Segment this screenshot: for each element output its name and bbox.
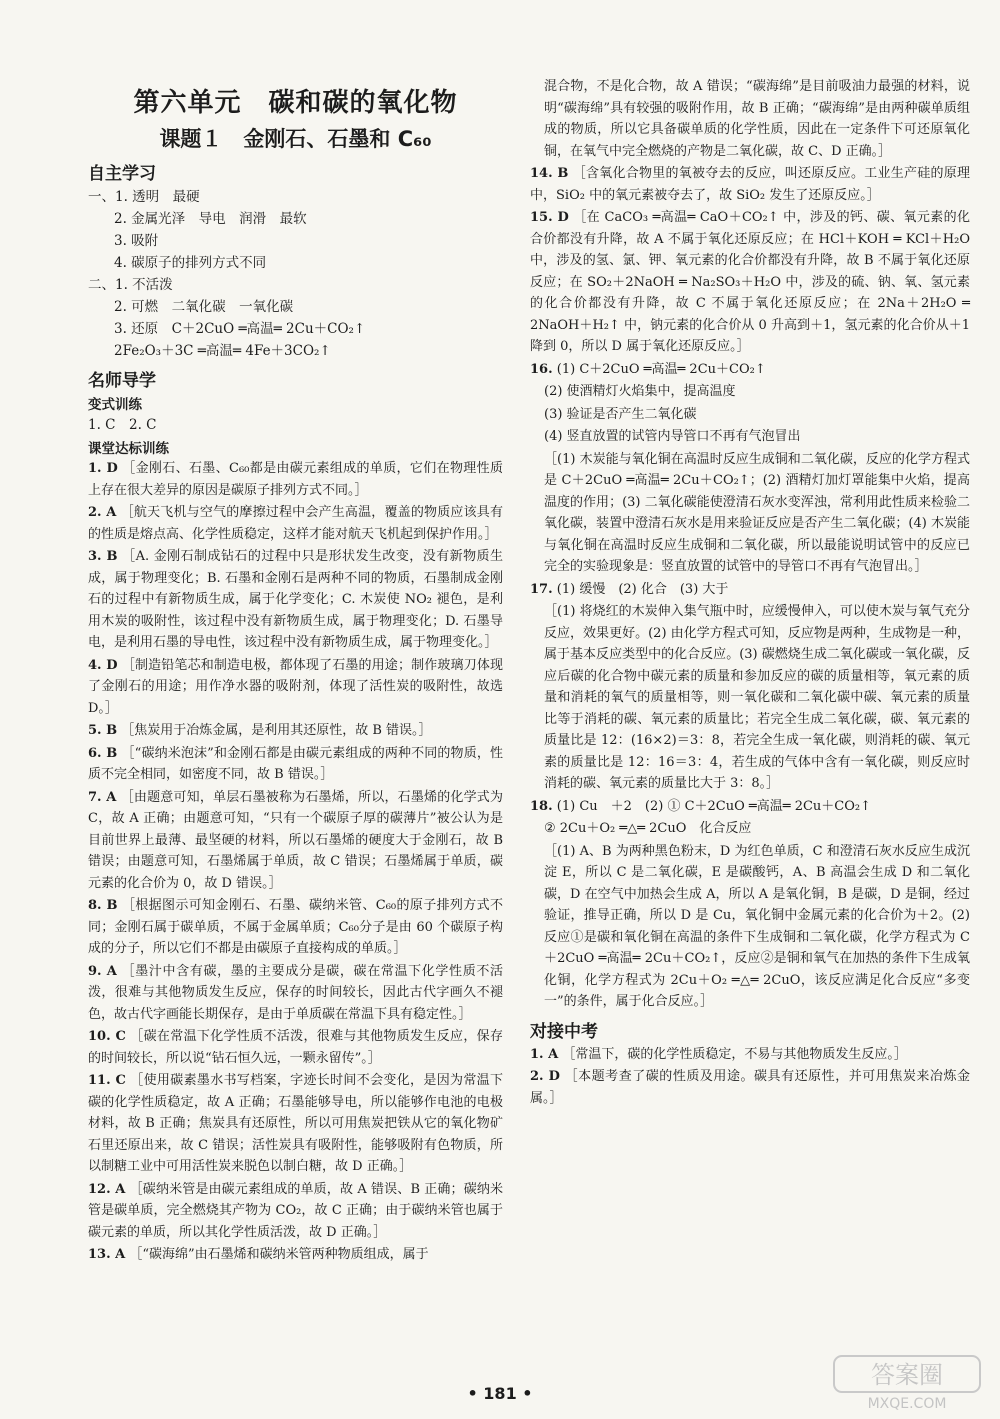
answer-item [530,163,970,206]
answer-number: 8. B [88,898,118,913]
answer-text: ② 2Cu＋O₂ ═△═ 2CuO 化合反应 [544,821,752,836]
answer-item [530,76,970,162]
section-zizhu-heading: 自主学习 [88,164,156,184]
answer-item [530,404,970,426]
answer-line: 4. 碳原子的排列方式不同 [114,255,267,271]
answer-text: ［墨汁中含有碳，墨的主要成分是碳，碳在常温下化学性质不活泼，很难与其他物质发生反应，保存的时间较长，因此古代字画久不褪色，故古代字画能长期保存，是由于单质碳在常温下具有稳定性。］ [88,963,503,1022]
answer-number: 9. A [88,963,117,979]
answer-line: 3. 吸附 [114,233,159,249]
answer-text: (3) 验证是否产生二氧化碳 [544,406,697,422]
answer-item [88,458,503,501]
answer-text: ［“碳纳米泡沫”和金刚石都是由碳元素组成的两种不同的物质，性质不完全相同，如密度不同，故 B 错误。］ [88,745,503,782]
answer-item [530,579,970,601]
answer-text: ［含氧化合物里的氧被夺去的反应，叫还原反应。工业生产硅的原理中，SiO₂ 中的氧元素被夺去了，故 SiO₂ 发生了还原反应。］ [530,166,970,203]
ketang-label: 课堂达标训练 [88,441,169,457]
answer-number: 18. [530,798,553,814]
answer-item [530,426,970,448]
watermark-url: MXQE.COM [867,1396,947,1412]
answer-item [88,895,503,960]
answer-text: ［A. 金刚石制成钻石的过程中只是形状发生改变，没有新物质生成，属于物理变化；B. 石墨和金刚石是两种不同的物质，石墨制成金刚石的过程中有新物质生成，属于化学变化；C. 木炭使 NO₂ 褪色，是利用木炭的吸附性，该过程中没有新物质生成，属于物理变化；D. 石墨导电，是利用石墨的导电性，该过程中没有新物质生成，属于物理变化。］ [88,549,503,650]
answer-number: 4. D [88,657,118,673]
right-column [530,76,970,1110]
answer-text: ［制造铅笔芯和制造电极，都体现了石墨的用途；制作玻璃刀体现了金刚石的用途；用作净水器的吸附剂，体现了活性炭的吸附性，故选 D。］ [88,657,503,716]
answer-line: 二、1. 不活泼 [88,277,173,293]
answer-number: 12. A [88,1181,126,1197]
answer-text: ［碳在常温下化学性质不活泼，很难与其他物质发生反应，保存的时间较长，所以说“钻石恒久远，一颗永留传”。］ [88,1029,503,1066]
section-duijie-heading: 对接中考 [530,1021,598,1042]
answer-number: 14. B [530,166,569,181]
answer-number: 3. B [88,549,118,564]
answer-text: ［“碳海绵”由石墨烯和碳纳米管两种物质组成，属于 [129,1247,429,1262]
ketang-answer-list [88,458,503,1266]
answer-item [530,207,970,358]
answer-text: ［金刚石、石墨、C₆₀都是由碳元素组成的单质，它们在物理性质上存在很大差异的原因是碳原子排列方式不同。］ [88,461,504,498]
answer-number: 1. A [530,1046,559,1062]
watermark-logo [832,1352,982,1412]
answer-text: (1) 缓慢 (2) 化合 (3) 大于 [556,581,729,597]
answer-text: (4) 竖直放置的试管内导管口不再有气泡冒出 [544,429,801,444]
answer-number: 7. A [88,789,117,805]
answer-item [530,381,970,403]
answer-text: (1) Cu ＋2 (2) ① C＋2CuO ═高温═ 2Cu＋CO₂↑ [556,798,871,814]
answer-text: ［(1) 将烧红的木炭伸入集气瓶中时，应缓慢伸入，可以使木炭与氧气充分反应，效果更好。(2) 由化学方程式可知，反应物是两种，生成物是一种，属于基本反应类型中的化合反应。(3) 碳燃烧生成二氧化碳或一氧化碳，反应后碳的化合物中碳元素的质量和参加反应的碳的质量相等，氧元素的质量和消耗的氧气的质量相等，则一氧化碳和二氧化碳中碳、氧元素的质量比等于消耗的碳、氧元素的质量比；若完全生成二氧化碳，碳、氧元素的质量比是 12：(16×2)＝3：8，若完全生成一氧化碳，则消耗的碳、氧元素的质量比是 12：16＝3：4，若生成的气体中含有一氧化碳，则反应时消耗的碳、氧元素的质量比大于 3：8。］ [544,604,970,791]
answer-item [88,961,503,1026]
answer-text: ［由题意可知，单层石墨被称为石墨烯，所以，石墨烯的化学式为 C，故 A 正确；由题意可知，“只有一个碳原子厚的碳薄片”被公认为是目前世界上最薄、最坚硬的材料，所以石墨烯的硬度大于金刚石，故 B 错误；由题意可知，石墨烯属于单质，故 C 错误；石墨烯属于单质，碳元素的化合价为 0，故 D 错误。］ [88,789,503,891]
answer-text: (2) 使酒精灯火焰集中，提高温度 [544,384,736,399]
answer-number: 6. B [88,745,118,761]
answer-item [530,1066,970,1109]
answer-item [88,1179,503,1244]
answer-text: ［根据图示可知金刚石、石墨、碳纳米管、C₆₀的原子排列方式不同；金刚石属于碳单质，不属于金属单质；C₆₀分子是由 60 个碳原子构成的分子，所以它们不都是由碳原子直接构成的单质。］ [88,898,503,956]
answer-item [530,818,970,840]
answer-item [530,796,970,818]
answer-number: 17. [530,581,553,597]
answer-number: 15. D [530,210,569,225]
answer-item [530,1044,970,1066]
answer-text: ［碳纳米管是由碳元素组成的单质，故 A 错误、B 正确；碳纳米管是碳单质，完全燃烧其产物为 CO₂，故 C 正确；由于碳纳米管也属于碳元素的单质，所以其化学性质活泼，故 D 正确。］ [88,1181,503,1240]
answer-item [88,743,503,786]
unit-title: 第六单元 碳和碳的氧化物 [133,88,458,118]
answer-item [88,1026,503,1069]
answer-text: ［本题考查了碳的性质及用途。碳具有还原性，并可用焦炭来冶炼金属。］ [530,1069,970,1106]
answer-item [88,720,503,742]
answer-text: ［常温下，碳的化学性质稳定，不易与其他物质发生反应。］ [562,1046,907,1062]
answer-number: 1. D [88,461,118,476]
bianshi-answers: 1. C 2. C [88,417,157,433]
answer-item [88,502,503,545]
answer-number: 16. [530,361,553,377]
answer-line: 2. 金属光泽 导电 润滑 最软 [114,211,307,227]
left-column [88,72,503,1267]
answer-text: ［航天飞机与空气的摩擦过程中会产生高温，覆盖的物质应该具有的性质是熔点高、化学性质稳定，这样才能对航天飞机起到保护作用。］ [88,505,503,542]
lesson-title: 课题１ 金刚石、石墨和 C₆₀ [159,127,432,151]
answer-number: 13. A [88,1247,126,1262]
answer-text: ［在 CaCO₃ ═高温═ CaO＋CO₂↑ 中，涉及的钙、碳、氧元素的化合价都没有升降，故 A 不属于氧化还原反应；在 HCl＋KOH ═ KCl＋H₂O 中，涉及的氢、氯、钾、氧元素的化合价都没有升降，故 B 不属于氧化还原反应；在 SO₂＋2NaOH ═ Na₂SO₃＋H₂O 中，涉及的硫、钠、氧、氢元素的化合价都没有升降，故 C 不属于氧化还原反应；在 2Na＋2H₂O ═ 2NaOH＋H₂↑ 中，钠元素的化合价从 0 升高到＋1，氢元素的化合价从＋1 降到 0，所以 D 属于氧化还原反应。］ [530,210,970,354]
answer-line: 2. 可燃 二氧化碳 一氧化碳 [114,299,294,315]
bianshi-label: 变式训练 [88,397,142,413]
answer-item [530,359,970,381]
answer-item [88,787,503,895]
answer-item [530,841,970,1013]
answer-text: 混合物，不是化合物，故 A 错误；“碳海绵”是目前吸油力最强的材料，说明“碳海绵”具有较强的吸附作用，故 B 正确；“碳海绵”是由两种碳单质组成的物质，所以它具备碳单质的化学性质，因此在一定条件下可还原氧化铜，在氧气中完全燃烧的产物是二氧化碳，故 C、D 正确。］ [544,79,970,159]
answer-text: ［(1) A、B 为两种黑色粉末，D 为红色单质，C 和澄清石灰水反应生成沉淀 E，所以 C 是二氧化碳，E 是碳酸钙，A、B 高温会生成 D 和二氧化碳，D 在空气中加热会生成 A，所以 A 是氧化铜，B 是碳，D 是铜，经过验证，推导正确，所以 D 是 Cu，氧化铜中金属元素的化合价为＋2。(2) 反应①是碳和氧化铜在高温的条件下生成铜和二氧化碳，化学方程式为 C＋2CuO ═高温═ 2Cu＋CO₂↑，反应②是铜和氧气在加热的条件下生成氧化铜，化学方程式为 2Cu＋O₂ ═△═ 2CuO，该反应满足化合反应“多变一”的条件，属于化合反应。］ [544,843,970,1009]
answer-text: (1) C＋2CuO ═高温═ 2Cu＋CO₂↑ [556,361,766,377]
answer-item [88,546,503,654]
answer-item [530,601,970,795]
answer-text: ［(1) 木炭能与氧化铜在高温时反应生成铜和二氧化碳，反应的化学方程式是 C＋2CuO ═高温═ 2Cu＋CO₂↑；(2) 酒精灯加灯罩能集中火焰，提高温度的作用；(3) 二氧化碳能使澄清石灰水变浑浊，常利用此性质来检验二氧化碳，装置中澄清石灰水是用来验证反应是否产生二氧化碳；(4) 木炭能与氧化铜在高温时反应生成铜和二氧化碳，所以最能说明试管中的反应已完全的实验现象是：竖直放置的试管中的导管口不再有气泡冒出。］ [544,451,970,574]
answer-number: 5. B [88,723,118,738]
duijie-answer-list [530,1044,970,1110]
answer-item [88,1244,503,1266]
equation-line: 2Fe₂O₃＋3C ═高温═ 4Fe＋3CO₂↑ [114,343,331,359]
answer-number: 2. A [88,505,117,520]
answer-text: ［焦炭用于冶炼金属，是利用其还原性，故 B 错误。］ [121,723,432,738]
answer-item [88,655,503,720]
answer-number: 2. D [530,1069,560,1084]
watermark-text: 答案圈 [871,1361,943,1389]
answer-item [88,1070,503,1178]
equation-line: 3. 还原 C＋2CuO ═高温═ 2Cu＋CO₂↑ [114,321,366,337]
answer-number: 10. C [88,1029,126,1044]
page-number: • 181 • [467,1384,533,1403]
answer-item [530,449,970,578]
answer-line: 一、1. 透明 最硬 [88,189,200,205]
continued-answer-list [530,76,970,1013]
section-mingshi-heading: 名师导学 [88,371,156,391]
answer-text: ［使用碳素墨水书写档案，字迹长时间不会变化，是因为常温下碳的化学性质稳定，故 A 正确；石墨能够导电，所以能够作电池的电极材料，故 B 正确；焦炭具有还原性，所以可用焦炭把铁从它的氧化物矿石里还原出来，故 C 错误；活性炭具有吸附性，能够吸附有色物质，所以制糖工业中可用活性炭来脱色以制白糖，故 D 正确。］ [88,1073,503,1174]
answer-number: 11. C [88,1073,126,1088]
